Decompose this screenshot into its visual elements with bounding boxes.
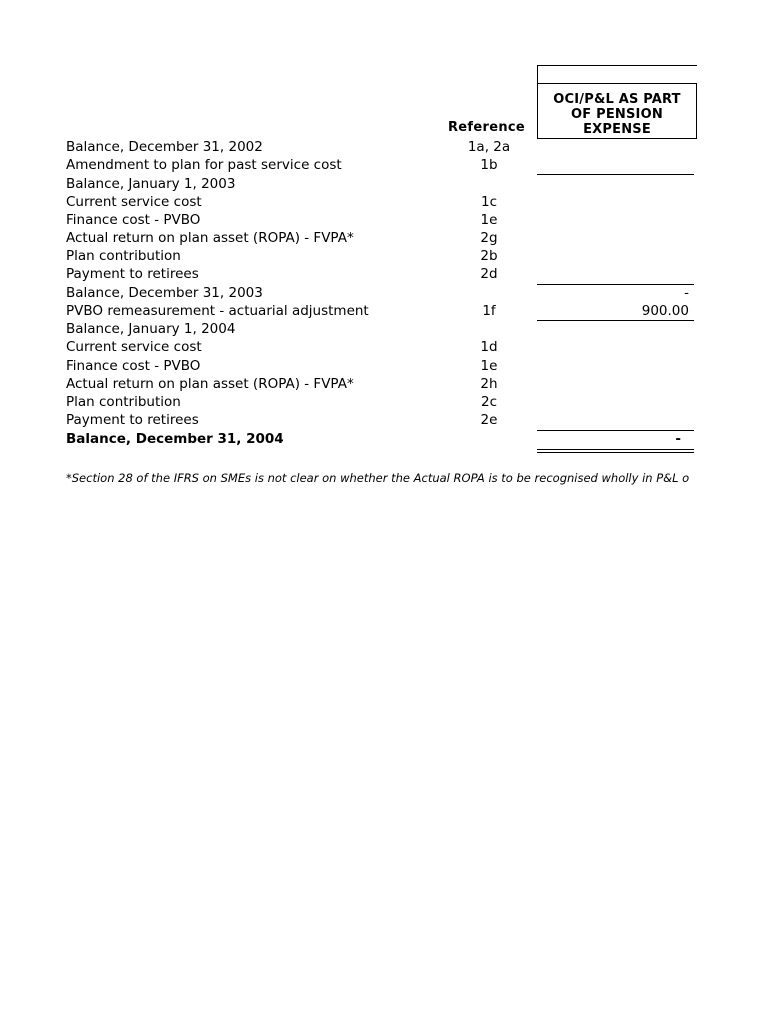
- row-reference: 1f: [482, 303, 496, 319]
- row-label: Plan contribution: [66, 394, 181, 410]
- table-row: [0, 156, 768, 174]
- row-label: PVBO remeasurement - actuarial adjustment: [66, 303, 369, 319]
- row-reference: 2d: [480, 266, 498, 282]
- row-label: Finance cost - PVBO: [66, 358, 201, 374]
- row-reference: 1e: [480, 358, 498, 374]
- row-label: Payment to retirees: [66, 266, 199, 282]
- row-label: Amendment to plan for past service cost: [66, 157, 342, 173]
- row-reference: 1d: [480, 339, 498, 355]
- table-row: [0, 302, 768, 320]
- row-label: Balance, December 31, 2002: [66, 139, 263, 155]
- row-label: Balance, December 31, 2004: [66, 431, 284, 447]
- row-label: Payment to retirees: [66, 412, 199, 428]
- row-label: Current service cost: [66, 339, 202, 355]
- table-row: [0, 193, 768, 211]
- row-amount: 900.00: [641, 303, 689, 319]
- table-row: [0, 265, 768, 283]
- double-rule-top: [537, 449, 694, 450]
- footnote: *Section 28 of the IFRS on SMEs is not clear on whether the Actual ROPA is to be recognised wholly in P&L o: [66, 471, 690, 485]
- row-label: Plan contribution: [66, 248, 181, 264]
- table-row: [0, 338, 768, 356]
- table-row: [0, 247, 768, 265]
- double-rule-bottom: [537, 452, 694, 453]
- row-reference: 1e: [480, 212, 498, 228]
- table-row: [0, 411, 768, 429]
- column-header-line-3: EXPENSE: [583, 122, 651, 137]
- table-row: [0, 175, 768, 193]
- row-amount: -: [675, 431, 681, 447]
- row-label: Finance cost - PVBO: [66, 212, 201, 228]
- row-reference: 2e: [480, 412, 498, 428]
- table-row: [0, 229, 768, 247]
- row-reference: 1a, 2a: [467, 139, 511, 155]
- row-label: Current service cost: [66, 194, 202, 210]
- row-reference: 2h: [480, 376, 498, 392]
- table-row: [0, 393, 768, 411]
- table-row: [0, 375, 768, 393]
- table-row-total: [0, 430, 768, 448]
- row-label: Balance, January 1, 2004: [66, 321, 236, 337]
- column-header-line-1: OCI/P&L AS PART: [553, 92, 681, 107]
- table-row: [0, 138, 768, 156]
- table-row: [0, 357, 768, 375]
- column-header-top-cell: [537, 65, 697, 83]
- table-row: [0, 320, 768, 338]
- column-header-line-2: OF PENSION: [571, 107, 663, 122]
- row-reference: 2g: [480, 230, 498, 246]
- row-reference: 2c: [480, 394, 497, 410]
- row-reference: 2b: [480, 248, 498, 264]
- row-amount: -: [684, 285, 689, 301]
- row-label: Actual return on plan asset (ROPA) - FVPA*: [66, 230, 354, 246]
- row-reference: 1b: [480, 157, 498, 173]
- table-row: [0, 211, 768, 229]
- column-header-oci-pl: [537, 83, 697, 139]
- row-label: Balance, January 1, 2003: [66, 176, 236, 192]
- row-label: Balance, December 31, 2003: [66, 285, 263, 301]
- reference-column-header: Reference: [448, 120, 526, 135]
- table-row: [0, 284, 768, 302]
- row-reference: 1c: [480, 194, 497, 210]
- row-label: Actual return on plan asset (ROPA) - FVPA*: [66, 376, 354, 392]
